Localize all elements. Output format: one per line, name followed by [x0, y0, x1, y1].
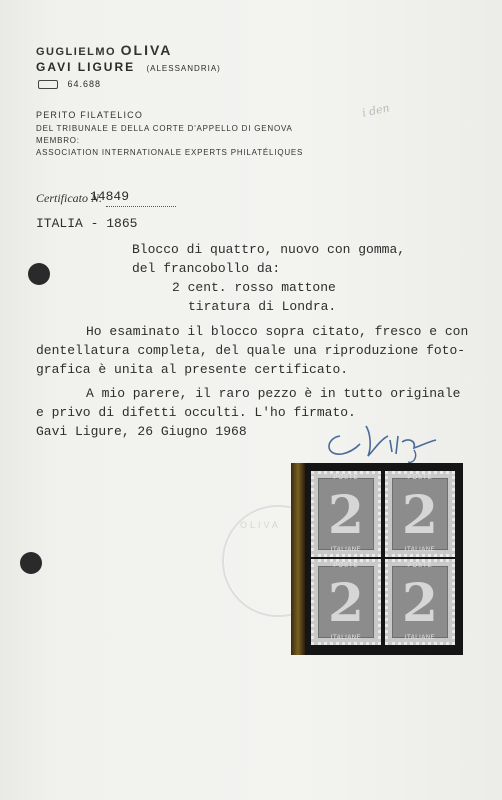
photo-edge: [291, 463, 305, 655]
description-line-2: del francobollo da:: [132, 261, 281, 276]
stamp-top-text: POSTE: [407, 563, 433, 569]
stamp: [311, 559, 381, 645]
member-label: MEMBRO:: [36, 136, 80, 145]
body-line-2: dentellatura completa, del quale una riproduzione foto-: [36, 343, 466, 358]
phone-number: 64.688: [67, 79, 102, 89]
signature-drawing: [318, 406, 448, 466]
description-line-4: tiratura di Londra.: [188, 299, 337, 314]
expert-city: [36, 60, 221, 74]
description-line-1: Blocco di quattro, nuovo con gomma,: [132, 242, 406, 257]
stamp-value: 2: [401, 573, 439, 634]
stamp: [311, 471, 381, 557]
body-line-4: A mio parere, il raro pezzo è in tutto originale: [86, 386, 461, 401]
certificate-number: 14849: [90, 189, 130, 204]
stamp-bottom-text: ITALIANE: [404, 635, 436, 641]
body-line-3: grafica è unita al presente certificato.: [36, 362, 349, 377]
body-line-5: e privo di difetti occulti. L'ho firmato.: [36, 405, 356, 420]
court-affiliation: DEL TRIBUNALE E DELLA CORTE D'APPELLO DI GENOVA: [36, 124, 293, 133]
expert-role: PERITO FILATELICO: [36, 110, 144, 120]
stamp-block-photo: [291, 463, 463, 655]
certificate-label-text: Certificato N.: [36, 191, 102, 205]
stamp-bottom-text: ITALIANE: [330, 547, 362, 553]
phone-line: [38, 79, 221, 89]
embossed-seal-text: OLIVA: [240, 520, 281, 530]
association-name: ASSOCIATION INTERNATIONALE EXPERTS PHILATÉLIQUES: [36, 148, 304, 157]
stamp-value: 2: [401, 485, 439, 546]
stamp-top-text: POSTE: [333, 563, 359, 569]
heading: ITALIA - 1865: [36, 216, 138, 231]
stamp-value: 2: [327, 573, 365, 634]
stamp-value: 2: [327, 485, 365, 546]
stamp-bottom-text: ITALIANE: [330, 635, 362, 641]
description-line-3: 2 cent. rosso mattone: [172, 280, 336, 295]
place-date: Gavi Ligure, 26 Giugno 1968: [36, 424, 247, 439]
expert-first-name: GUGLIELMO: [36, 46, 117, 58]
province: (ALESSANDRIA): [146, 64, 221, 73]
credentials: [36, 110, 303, 160]
signature: [318, 406, 448, 471]
expert-surname: OLIVA: [120, 42, 173, 58]
body-line-1: Ho esaminato il blocco sopra citato, fresco e con: [86, 324, 469, 339]
stamp-bottom-text: ITALIANE: [404, 547, 436, 553]
stamp: [385, 559, 455, 645]
stamp-top-text: POSTE: [333, 475, 359, 481]
letterhead: [36, 42, 221, 89]
punch-hole-bottom: [20, 552, 42, 574]
punch-hole-top: [28, 263, 50, 285]
telephone-icon: [38, 80, 58, 89]
stamp-top-text: POSTE: [407, 475, 433, 481]
city-name: GAVI LIGURE: [36, 60, 136, 74]
expert-name: [36, 42, 221, 58]
stamp: [385, 471, 455, 557]
pencil-annotation: i den: [360, 101, 391, 120]
